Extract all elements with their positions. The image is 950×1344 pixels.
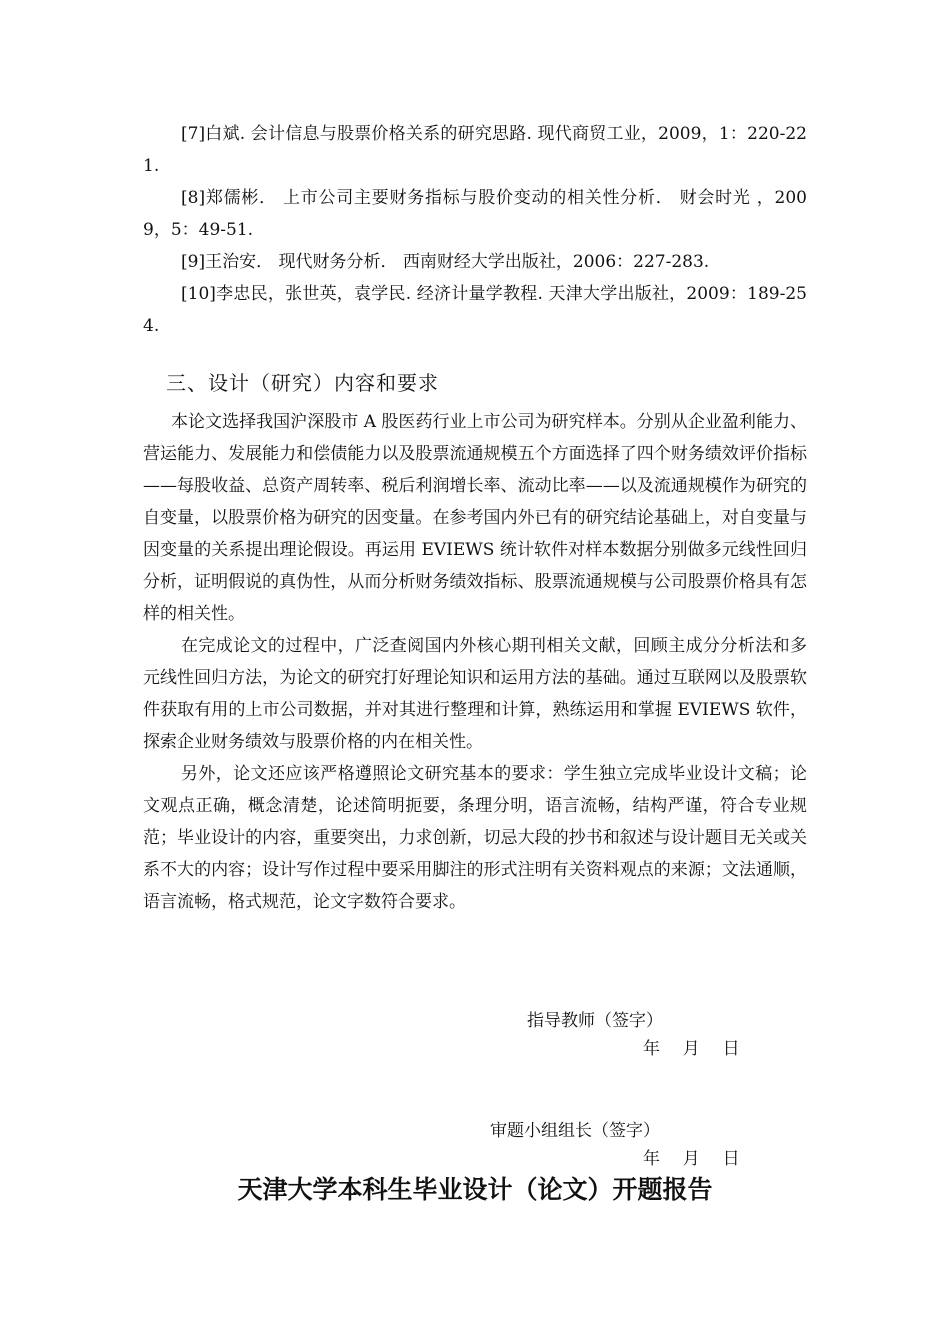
advisor-signature-label: 指导教师（签字） (527, 1011, 663, 1031)
leader-signature-label: 审题小组组长（签字） (490, 1121, 660, 1141)
reference-list (143, 118, 807, 342)
reference-item-9: [9]王治安． 现代财务分析． 西南财经大学出版社，2006：227-283. (181, 252, 710, 272)
section-heading: 三、设计（研究）内容和要求 (166, 371, 439, 395)
body-paragraph-1: 本论文选择我国沪深股市 A 股医药行业上市公司为研究样本。分别从企业盈利能力、营运能力、发展能力和偿债能力以及股票流通规模五个方面选择了四个财务绩效评价指标——每股收益、总资产周转率、税后利润增长率、流动比率——以及流通规模作为研究的自变量，以股票价格为研究的因变量。在参考国内外已有的研究结论基础上，对自变量与因变量的关系提出理论假设。再运用 EVIEWS 统计软件对样本数据分别做多元线性回归分析，证明假说的真伪性，从而分析财务绩效指标、股票流通规模与公司股票价格具有怎样的相关性。 (143, 412, 807, 624)
advisor-signature-date: 年 月 日 (643, 1039, 740, 1059)
section-body (143, 406, 807, 918)
report-title: 天津大学本科生毕业设计（论文）开题报告 (237, 1175, 713, 1204)
reference-item-10: [10]李忠民，张世英，袁学民. 经济计量学教程. 天津大学出版社，2009：189-254. (143, 284, 807, 336)
reference-item-8: [8]郑儒彬． 上市公司主要财务指标与股价变动的相关性分析． 财会时光 ，2009，5：49-51. (143, 188, 807, 240)
body-paragraph-3: 另外，论文还应该严格遵照论文研究基本的要求：学生独立完成毕业设计文稿；论文观点正确，概念清楚，论述简明扼要，条理分明，语言流畅，结构严谨，符合专业规范；毕业设计的内容，重要突出，力求创新，切忌大段的抄书和叙述与设计题目无关或关系不大的内容；设计写作过程中要采用脚注的形式注明有关资料观点的来源；文法通顺，语言流畅，格式规范，论文字数符合要求。 (143, 764, 807, 912)
body-paragraph-2: 在完成论文的过程中，广泛查阅国内外核心期刊相关文献，回顾主成分分析法和多元线性回归方法，为论文的研究打好理论知识和运用方法的基础。通过互联网以及股票软件获取有用的上市公司数据，并对其进行整理和计算，熟练运用和掌握 EVIEWS 软件，探索企业财务绩效与股票价格的内在相关性。 (143, 636, 807, 752)
reference-item-7: [7]白斌. 会计信息与股票价格关系的研究思路. 现代商贸工业，2009，1：220-221. (143, 124, 807, 176)
leader-signature-date: 年 月 日 (643, 1149, 740, 1169)
